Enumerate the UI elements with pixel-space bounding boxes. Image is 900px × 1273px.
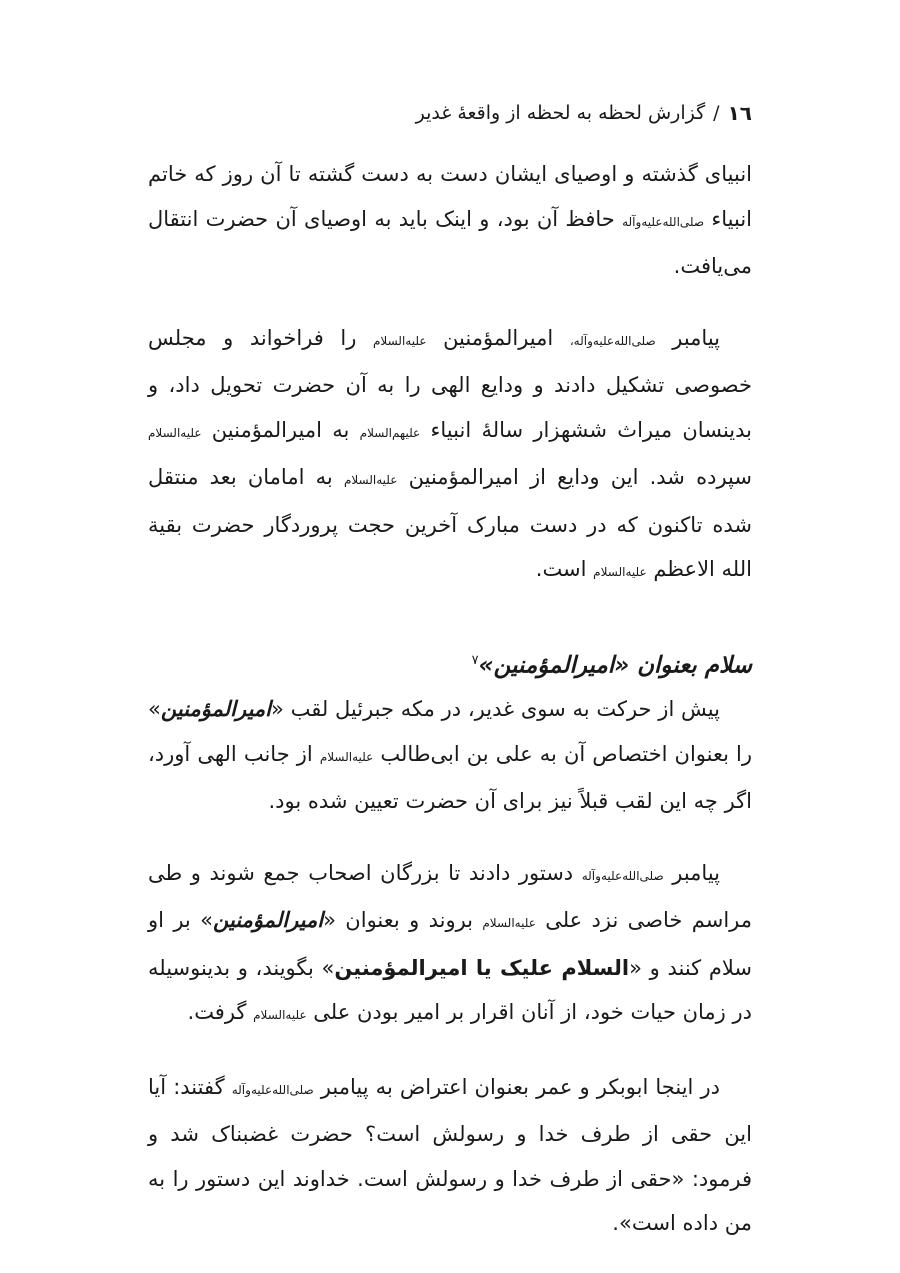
honorific: صلی‌الله‌علیه‌وآله، bbox=[569, 333, 656, 348]
honorific: صلی‌الله‌علیه‌وآله bbox=[581, 868, 664, 883]
honorific: صلی‌الله‌علیه‌وآله bbox=[622, 214, 705, 229]
header-separator: / bbox=[713, 102, 720, 124]
running-header bbox=[148, 96, 752, 130]
honorific: علیه‌السلام bbox=[343, 473, 398, 487]
paragraph-5: در اینجا ابوبکر و عمر بعنوان اعتراض به پیامبر صلی‌الله‌علیه‌وآله گفتند: آیا این حقی از طرف خدا و رسولش است؟ حضرت غضبناک شد و فرمود: «حقی از طرف خدا و رسولش است. خداوند این دستور را به من داده است». bbox=[148, 1074, 752, 1236]
honorific: علیه‌السلام bbox=[373, 333, 427, 348]
honorific: صلی‌الله‌علیه‌وآله bbox=[231, 1082, 314, 1097]
paragraph-1: انبیای گذشته و اوصیای ایشان دست به دست گشته تا آن روز که خاتم انبیاء صلی‌الله‌علیه‌وآله حافظ آن بود، و اینک باید به اوصیای آن حضرت انتقال می‌یافت. bbox=[148, 162, 752, 278]
honorific: علیهم‌السلام bbox=[359, 425, 421, 440]
page-number: ١٦ bbox=[727, 101, 752, 125]
page-body bbox=[148, 152, 752, 1273]
footnote-marker[interactable]: ٧ bbox=[471, 652, 479, 668]
honorific: علیه‌السلام bbox=[593, 565, 647, 579]
honorific: علیه‌السلام bbox=[482, 916, 536, 931]
section-heading: سلام بعنوان «امیرالمؤمنین»$^٧$ bbox=[471, 652, 752, 679]
honorific: علیه‌السلام bbox=[319, 749, 374, 764]
paragraph-4: پیامبر صلی‌الله‌علیه‌وآله دستور دادند تا بزرگان اصحاب جمع شوند و طی مراسم خاصی نزد علی علیه‌السلام بروند و بعنوان «امیرالمؤمنین» بر او سلام کنند و «السلام علیک یا امیرالمؤمنین» بگویند، و بدینوسیله در زمان حیات خود، از آنان اقرار بر امیر بودن علی علیه‌السلام گرفت. bbox=[148, 860, 752, 1025]
paragraph-2: پیامبر صلی‌الله‌علیه‌وآله، امیرالمؤمنین علیه‌السلام را فراخواند و مجلس خصوصی تشکیل دادند و ودایع الهی را به آن حضرت تحویل داد، و بدینسان میراث ششهزار سالهٔ انبیاء علیهم‌السلام به امیرالمؤمنین علیه‌السلام سپرده شد. این ودایع از امیرالمؤمنین علیه‌السلام به امامان بعد منتقل شده تاکنون که در دست مبارک آخرین حجت پروردگار حضرت بقیة الله الاعظم علیه‌السلام است. bbox=[148, 325, 752, 581]
paragraph-3: پیش از حرکت به سوی غدیر، در مکه جبرئیل لقب «امیرالمؤمنین» را بعنوان اختصاص آن به علی بن ابی‌طالب علیه‌السلام از جانب الهی آورد، اگر چه این لقب قبلاً نیز برای آن حضرت تعیین شده بود. bbox=[148, 697, 753, 814]
honorific: علیه‌السلام bbox=[148, 425, 202, 440]
book-title: گزارش لحظه به لحظه از واقعهٔ غدیر bbox=[415, 102, 706, 124]
honorific: علیه‌السلام bbox=[253, 1008, 307, 1023]
